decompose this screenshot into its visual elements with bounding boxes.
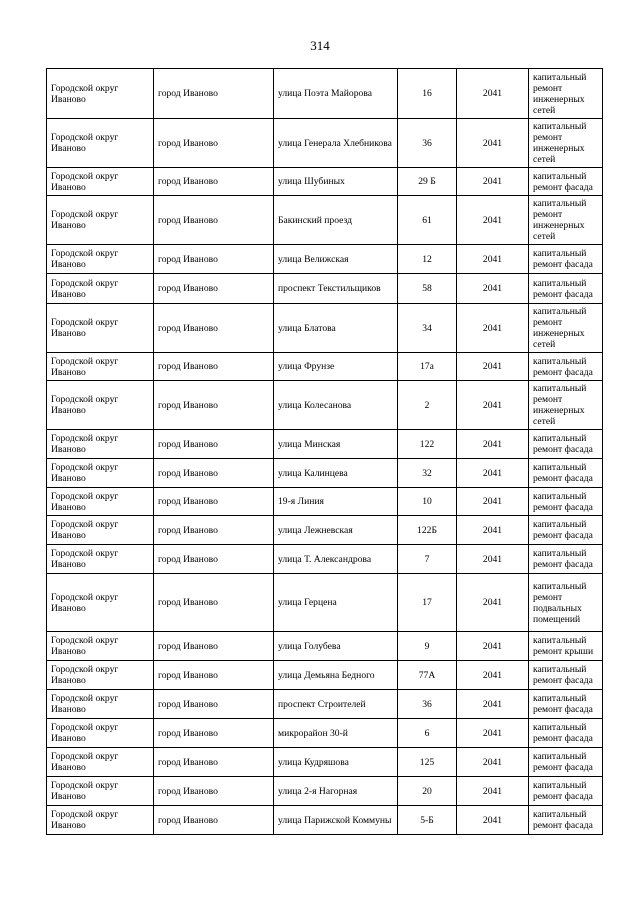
year-cell: 2041 — [457, 777, 529, 806]
year-cell: 2041 — [457, 168, 529, 196]
house-number-cell: 29 Б — [398, 168, 457, 196]
municipality-cell: Городской округ Иваново — [47, 304, 154, 353]
year-cell: 2041 — [457, 353, 529, 381]
house-number-cell: 77А — [398, 661, 457, 690]
work-type-cell: капитальный ремонт фасада — [529, 459, 603, 488]
street-cell: улица Колесанова — [274, 381, 398, 430]
year-cell: 2041 — [457, 748, 529, 777]
work-type-cell: капитальный ремонт фасада — [529, 545, 603, 574]
municipality-cell: Городской округ Иваново — [47, 661, 154, 690]
table-row — [47, 488, 603, 516]
city-cell: город Иваново — [154, 119, 274, 168]
street-cell: улица Герцена — [274, 574, 398, 632]
work-type-cell: капитальный ремонт фасада — [529, 661, 603, 690]
work-type-cell: капитальный ремонт подвальных помещений — [529, 574, 603, 632]
city-cell: город Иваново — [154, 381, 274, 430]
year-cell: 2041 — [457, 574, 529, 632]
municipality-cell: Городской округ Иваново — [47, 245, 154, 274]
table-row — [47, 459, 603, 488]
street-cell: улица Блатова — [274, 304, 398, 353]
municipality-cell: Городской округ Иваново — [47, 430, 154, 459]
city-cell: город Иваново — [154, 632, 274, 661]
municipality-cell: Городской округ Иваново — [47, 545, 154, 574]
repair-schedule-table — [46, 68, 603, 835]
municipality-cell: Городской округ Иваново — [47, 69, 154, 119]
table-row — [47, 304, 603, 353]
table-row — [47, 690, 603, 719]
work-type-cell: капитальный ремонт фасада — [529, 353, 603, 381]
municipality-cell: Городской округ Иваново — [47, 516, 154, 545]
work-type-cell: капитальный ремонт фасада — [529, 516, 603, 545]
street-cell: улица Т. Александрова — [274, 545, 398, 574]
work-type-cell: капитальный ремонт фасада — [529, 168, 603, 196]
street-cell: улица 2-я Нагорная — [274, 777, 398, 806]
city-cell: город Иваново — [154, 274, 274, 304]
house-number-cell: 122Б — [398, 516, 457, 545]
table-row — [47, 545, 603, 574]
street-cell: улица Фрунзе — [274, 353, 398, 381]
municipality-cell: Городской округ Иваново — [47, 459, 154, 488]
work-type-cell: капитальный ремонт крыши — [529, 632, 603, 661]
table-row — [47, 719, 603, 748]
city-cell: город Иваново — [154, 719, 274, 748]
street-cell: микрорайон 30-й — [274, 719, 398, 748]
municipality-cell: Городской округ Иваново — [47, 748, 154, 777]
municipality-cell: Городской округ Иваново — [47, 632, 154, 661]
house-number-cell: 36 — [398, 690, 457, 719]
house-number-cell: 58 — [398, 274, 457, 304]
work-type-cell: капитальный ремонт инженерных сетей — [529, 119, 603, 168]
city-cell: город Иваново — [154, 488, 274, 516]
house-number-cell: 10 — [398, 488, 457, 516]
table-row — [47, 196, 603, 245]
year-cell: 2041 — [457, 488, 529, 516]
city-cell: город Иваново — [154, 353, 274, 381]
house-number-cell: 17 — [398, 574, 457, 632]
street-cell: проспект Текстильщиков — [274, 274, 398, 304]
house-number-cell: 125 — [398, 748, 457, 777]
municipality-cell: Городской округ Иваново — [47, 777, 154, 806]
city-cell: город Иваново — [154, 574, 274, 632]
city-cell: город Иваново — [154, 777, 274, 806]
year-cell: 2041 — [457, 274, 529, 304]
year-cell: 2041 — [457, 719, 529, 748]
work-type-cell: капитальный ремонт фасада — [529, 274, 603, 304]
year-cell: 2041 — [457, 545, 529, 574]
table-row — [47, 245, 603, 274]
year-cell: 2041 — [457, 661, 529, 690]
house-number-cell: 34 — [398, 304, 457, 353]
house-number-cell: 7 — [398, 545, 457, 574]
house-number-cell: 36 — [398, 119, 457, 168]
city-cell: город Иваново — [154, 459, 274, 488]
street-cell: улица Парижской Коммуны — [274, 806, 398, 835]
table-row — [47, 806, 603, 835]
work-type-cell: капитальный ремонт инженерных сетей — [529, 69, 603, 119]
municipality-cell: Городской округ Иваново — [47, 274, 154, 304]
city-cell: город Иваново — [154, 545, 274, 574]
year-cell: 2041 — [457, 119, 529, 168]
municipality-cell: Городской округ Иваново — [47, 574, 154, 632]
street-cell: улица Шубиных — [274, 168, 398, 196]
street-cell: улица Демьяна Бедного — [274, 661, 398, 690]
house-number-cell: 17а — [398, 353, 457, 381]
table-row — [47, 168, 603, 196]
table-row — [47, 274, 603, 304]
municipality-cell: Городской округ Иваново — [47, 196, 154, 245]
municipality-cell: Городской округ Иваново — [47, 381, 154, 430]
street-cell: 19-я Линия — [274, 488, 398, 516]
table-row — [47, 353, 603, 381]
year-cell: 2041 — [457, 516, 529, 545]
table-row — [47, 69, 603, 119]
table-row — [47, 516, 603, 545]
year-cell: 2041 — [457, 381, 529, 430]
house-number-cell: 20 — [398, 777, 457, 806]
work-type-cell: капитальный ремонт инженерных сетей — [529, 304, 603, 353]
table-row — [47, 119, 603, 168]
work-type-cell: капитальный ремонт фасада — [529, 690, 603, 719]
work-type-cell: капитальный ремонт фасада — [529, 719, 603, 748]
municipality-cell: Городской округ Иваново — [47, 690, 154, 719]
year-cell: 2041 — [457, 69, 529, 119]
year-cell: 2041 — [457, 690, 529, 719]
municipality-cell: Городской округ Иваново — [47, 719, 154, 748]
municipality-cell: Городской округ Иваново — [47, 806, 154, 835]
year-cell: 2041 — [457, 304, 529, 353]
street-cell: улица Поэта Майорова — [274, 69, 398, 119]
city-cell: город Иваново — [154, 661, 274, 690]
house-number-cell: 61 — [398, 196, 457, 245]
year-cell: 2041 — [457, 430, 529, 459]
street-cell: Бакинский проезд — [274, 196, 398, 245]
house-number-cell: 5-Б — [398, 806, 457, 835]
year-cell: 2041 — [457, 459, 529, 488]
page-number: 314 — [310, 38, 330, 53]
year-cell: 2041 — [457, 806, 529, 835]
work-type-cell: капитальный ремонт фасада — [529, 430, 603, 459]
city-cell: город Иваново — [154, 806, 274, 835]
street-cell: улица Минская — [274, 430, 398, 459]
house-number-cell: 32 — [398, 459, 457, 488]
house-number-cell: 122 — [398, 430, 457, 459]
house-number-cell: 16 — [398, 69, 457, 119]
house-number-cell: 12 — [398, 245, 457, 274]
municipality-cell: Городской округ Иваново — [47, 488, 154, 516]
street-cell: улица Велижская — [274, 245, 398, 274]
work-type-cell: капитальный ремонт фасада — [529, 748, 603, 777]
house-number-cell: 9 — [398, 632, 457, 661]
house-number-cell: 2 — [398, 381, 457, 430]
work-type-cell: капитальный ремонт фасада — [529, 806, 603, 835]
table-row — [47, 632, 603, 661]
table-body — [47, 69, 603, 835]
work-type-cell: капитальный ремонт фасада — [529, 245, 603, 274]
work-type-cell: капитальный ремонт инженерных сетей — [529, 196, 603, 245]
municipality-cell: Городской округ Иваново — [47, 353, 154, 381]
street-cell: улица Калинцева — [274, 459, 398, 488]
table-row — [47, 574, 603, 632]
city-cell: город Иваново — [154, 748, 274, 777]
work-type-cell: капитальный ремонт фасада — [529, 777, 603, 806]
table-row — [47, 777, 603, 806]
street-cell: улица Генерала Хлебникова — [274, 119, 398, 168]
year-cell: 2041 — [457, 632, 529, 661]
house-number-cell: 6 — [398, 719, 457, 748]
city-cell: город Иваново — [154, 430, 274, 459]
city-cell: город Иваново — [154, 516, 274, 545]
table-row — [47, 430, 603, 459]
city-cell: город Иваново — [154, 196, 274, 245]
city-cell: город Иваново — [154, 69, 274, 119]
table-row — [47, 661, 603, 690]
year-cell: 2041 — [457, 245, 529, 274]
street-cell: улица Голубева — [274, 632, 398, 661]
municipality-cell: Городской округ Иваново — [47, 119, 154, 168]
street-cell: улица Кудряшова — [274, 748, 398, 777]
table-row — [47, 748, 603, 777]
work-type-cell: капитальный ремонт фасада — [529, 488, 603, 516]
street-cell: улица Лежневская — [274, 516, 398, 545]
municipality-cell: Городской округ Иваново — [47, 168, 154, 196]
city-cell: город Иваново — [154, 690, 274, 719]
city-cell: город Иваново — [154, 168, 274, 196]
city-cell: город Иваново — [154, 304, 274, 353]
table-row — [47, 381, 603, 430]
street-cell: проспект Строителей — [274, 690, 398, 719]
work-type-cell: капитальный ремонт инженерных сетей — [529, 381, 603, 430]
city-cell: город Иваново — [154, 245, 274, 274]
year-cell: 2041 — [457, 196, 529, 245]
